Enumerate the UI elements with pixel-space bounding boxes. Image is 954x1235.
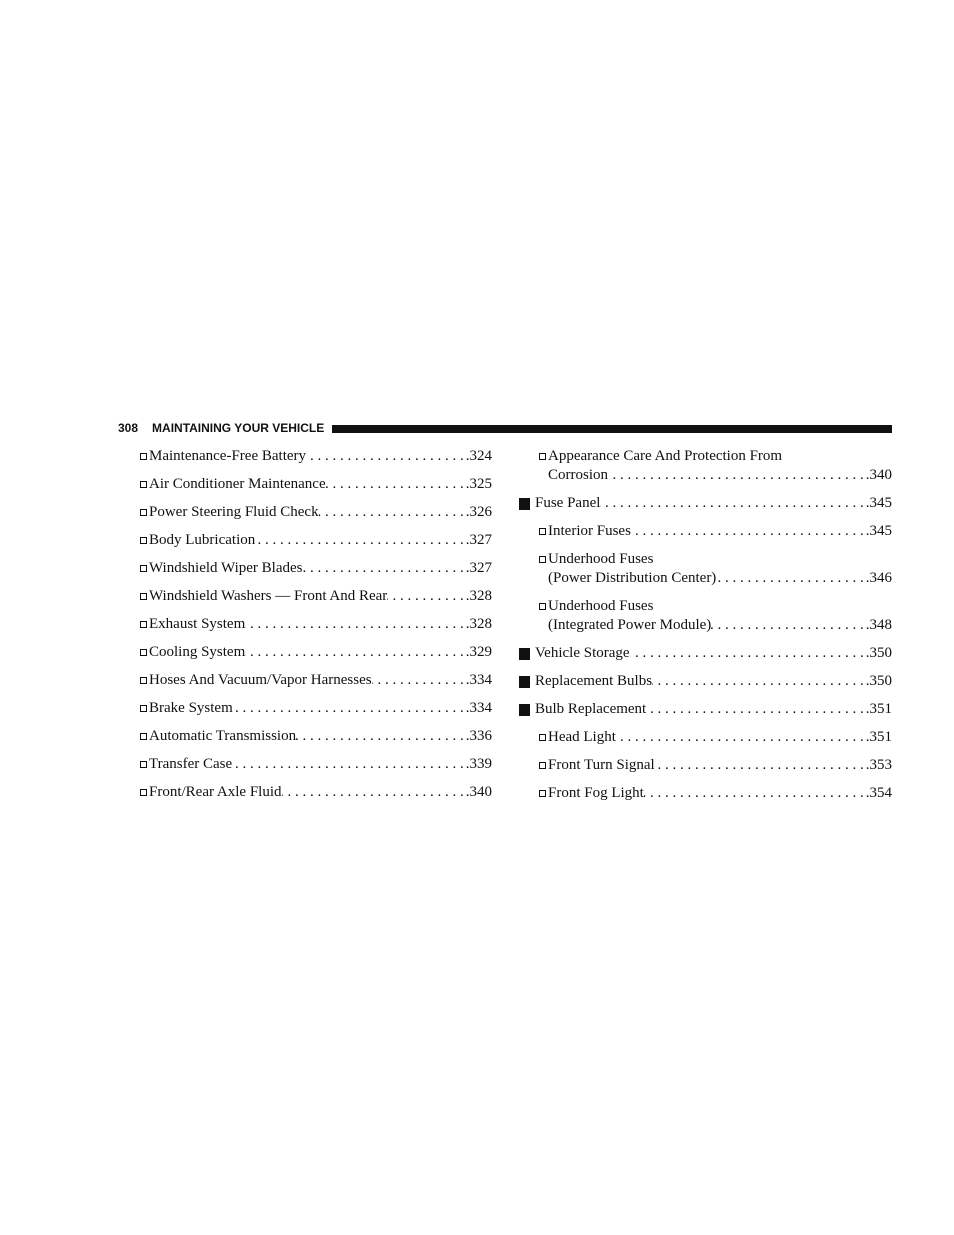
toc-entry[interactable] xyxy=(518,728,892,747)
solid-square-bullet-icon xyxy=(518,672,530,691)
solid-square-bullet-icon xyxy=(518,494,530,513)
toc-entry-title: Interior Fuses xyxy=(548,523,631,539)
toc-entry-title: Corrosion xyxy=(548,467,608,483)
toc-entry-title: Bulb Replacement xyxy=(535,701,647,717)
toc-entry[interactable] xyxy=(137,531,492,550)
toc-entry-title: Transfer Case xyxy=(149,756,233,772)
dot-leader xyxy=(711,616,865,635)
toc-entry[interactable] xyxy=(137,755,492,774)
toc-entry[interactable] xyxy=(518,447,892,485)
open-square-bullet-icon xyxy=(137,615,149,634)
dot-leader xyxy=(282,783,466,802)
dot-leader xyxy=(233,699,466,718)
toc-entry-title: Vehicle Storage xyxy=(535,645,630,661)
open-square-bullet-icon xyxy=(137,531,149,550)
open-square-bullet-icon xyxy=(137,755,149,774)
toc-entry-page: .336 xyxy=(465,728,492,744)
dot-leader xyxy=(306,447,466,466)
dot-leader xyxy=(600,494,865,513)
toc-entry-title: Front Turn Signal xyxy=(548,757,655,773)
dot-leader xyxy=(716,569,865,588)
dot-leader xyxy=(245,615,466,634)
toc-entry[interactable] xyxy=(518,550,892,588)
toc-entry-title: Exhaust System xyxy=(149,616,246,632)
dot-leader xyxy=(319,503,466,522)
toc-entry-page: .350 xyxy=(865,645,892,661)
toc-entry-title: Maintenance-Free Battery xyxy=(149,448,307,464)
open-square-bullet-icon xyxy=(536,447,548,466)
dot-leader xyxy=(296,727,466,746)
toc-entry-page: .327 xyxy=(465,560,492,576)
dot-leader xyxy=(655,756,866,775)
toc-entry-page: .345 xyxy=(865,495,892,511)
toc-entry-page: .353 xyxy=(865,757,892,773)
open-square-bullet-icon xyxy=(137,447,149,466)
toc-entry-title: Automatic Transmission xyxy=(149,728,297,744)
dot-leader xyxy=(631,522,866,541)
toc-left-column xyxy=(137,447,492,811)
toc-entry-title: Replacement Bulbs xyxy=(535,673,653,689)
toc-section-entry[interactable] xyxy=(518,700,892,719)
toc-entry-title: Windshield Washers — Front And Rear xyxy=(149,588,388,604)
toc-entry-page: .345 xyxy=(865,523,892,539)
toc-right-column xyxy=(518,447,892,812)
toc-entry-title: Front/Rear Axle Fluid xyxy=(149,784,282,800)
toc-entry[interactable] xyxy=(518,756,892,775)
toc-entry-title: Hoses And Vacuum/Vapor Harnesses xyxy=(149,672,372,688)
solid-square-bullet-icon xyxy=(518,644,530,663)
toc-entry-page: .329 xyxy=(465,644,492,660)
section-title: MAINTAINING YOUR VEHICLE xyxy=(152,421,325,435)
open-square-bullet-icon xyxy=(137,559,149,578)
open-square-bullet-icon xyxy=(536,522,548,541)
open-square-bullet-icon xyxy=(137,783,149,802)
toc-entry[interactable] xyxy=(518,597,892,635)
open-square-bullet-icon xyxy=(536,728,548,747)
toc-entry-title: Power Steering Fluid Check xyxy=(149,504,319,520)
dot-leader xyxy=(387,587,465,606)
dot-leader xyxy=(255,531,466,550)
dot-leader xyxy=(303,559,466,578)
open-square-bullet-icon xyxy=(137,671,149,690)
toc-entry-page: .350 xyxy=(865,673,892,689)
dot-leader xyxy=(630,644,866,663)
toc-entry-page: .351 xyxy=(865,701,892,717)
toc-entry[interactable] xyxy=(137,615,492,634)
toc-entry-page: .334 xyxy=(465,700,492,716)
toc-entry[interactable] xyxy=(137,503,492,522)
toc-entry-title-line1: Appearance Care And Protection From xyxy=(548,448,783,464)
open-square-bullet-icon xyxy=(536,550,548,569)
toc-entry[interactable] xyxy=(137,587,492,606)
toc-entry-page: .354 xyxy=(865,785,892,801)
toc-entry-page: .346 xyxy=(865,570,892,586)
dot-leader xyxy=(245,643,465,662)
open-square-bullet-icon xyxy=(137,503,149,522)
dot-leader xyxy=(326,475,466,494)
solid-square-bullet-icon xyxy=(518,700,530,719)
open-square-bullet-icon xyxy=(137,475,149,494)
toc-entry-title: Fuse Panel xyxy=(535,495,601,511)
toc-entry-page: .340 xyxy=(465,784,492,800)
toc-entry[interactable] xyxy=(137,727,492,746)
toc-section-entry[interactable] xyxy=(518,672,892,691)
toc-entry-title-line1: Underhood Fuses xyxy=(548,551,654,567)
header-rule xyxy=(332,425,892,433)
toc-entry-title: (Integrated Power Module) xyxy=(548,617,712,633)
dot-leader xyxy=(372,671,466,690)
toc-entry-page: .340 xyxy=(865,467,892,483)
toc-entry[interactable] xyxy=(137,643,492,662)
toc-entry-title: Front Fog Light xyxy=(548,785,644,801)
open-square-bullet-icon xyxy=(137,727,149,746)
dot-leader xyxy=(646,700,866,719)
page-header xyxy=(118,419,892,437)
dot-leader xyxy=(232,755,466,774)
toc-entry-page: .348 xyxy=(865,617,892,633)
toc-entry-title: Body Lubrication xyxy=(149,532,256,548)
toc-section-entry[interactable] xyxy=(518,644,892,663)
toc-entry-title: Brake System xyxy=(149,700,233,716)
open-square-bullet-icon xyxy=(536,597,548,616)
toc-section-entry[interactable] xyxy=(518,494,892,513)
toc-entry-title: Air Conditioner Maintenance xyxy=(149,476,326,492)
toc-entry-title: Cooling System xyxy=(149,644,246,660)
toc-entry-page: .328 xyxy=(465,616,492,632)
dot-leader xyxy=(616,728,866,747)
toc-entry[interactable] xyxy=(137,699,492,718)
open-square-bullet-icon xyxy=(137,699,149,718)
toc-entry-page: .327 xyxy=(465,532,492,548)
toc-entry[interactable] xyxy=(137,475,492,494)
toc-entry[interactable] xyxy=(518,522,892,541)
toc-entry[interactable] xyxy=(137,447,492,466)
toc-entry-title-line1: Underhood Fuses xyxy=(548,598,654,614)
toc-entry-page: .324 xyxy=(465,448,492,464)
toc-entry-title: Head Light xyxy=(548,729,616,745)
toc-entry-page: .351 xyxy=(865,729,892,745)
dot-leader xyxy=(652,672,866,691)
toc-entry-page: .326 xyxy=(465,504,492,520)
toc-entry[interactable] xyxy=(137,559,492,578)
toc-entry-page: .325 xyxy=(465,476,492,492)
toc-entry[interactable] xyxy=(137,783,492,802)
toc-entry[interactable] xyxy=(137,671,492,690)
toc-entry[interactable] xyxy=(518,784,892,803)
open-square-bullet-icon xyxy=(137,587,149,606)
open-square-bullet-icon xyxy=(137,643,149,662)
toc-entry-title: Windshield Wiper Blades xyxy=(149,560,303,576)
dot-leader xyxy=(644,784,866,803)
toc-entry-page: .334 xyxy=(465,672,492,688)
page-number: 308 xyxy=(118,421,139,435)
dot-leader xyxy=(608,466,866,485)
open-square-bullet-icon xyxy=(536,756,548,775)
toc-entry-page: .339 xyxy=(465,756,492,772)
open-square-bullet-icon xyxy=(536,784,548,803)
toc-entry-page: .328 xyxy=(465,588,492,604)
toc-entry-title: (Power Distribution Center) xyxy=(548,570,717,586)
